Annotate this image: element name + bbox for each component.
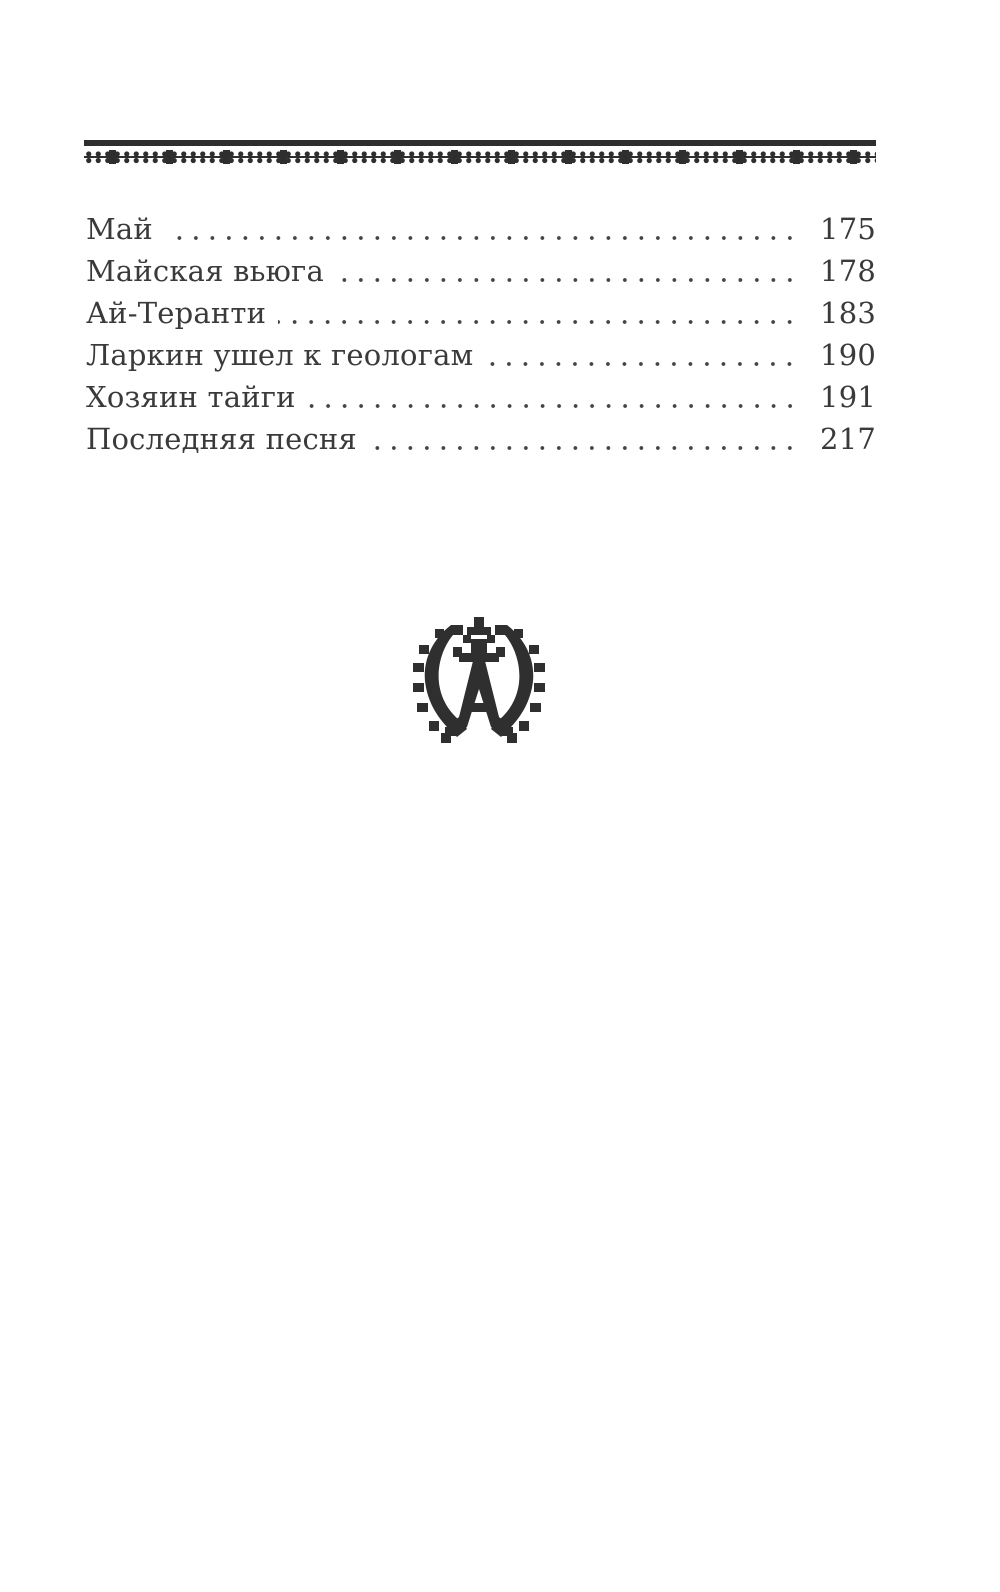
toc-entry-title: Последняя песня [86, 422, 357, 456]
toc-entry[interactable] [86, 334, 876, 376]
dot-leader [278, 317, 798, 327]
toc-entry[interactable] [86, 208, 876, 250]
dot-leader [369, 443, 798, 453]
toc-entry-page: 190 [820, 338, 876, 372]
table-of-contents [86, 208, 876, 460]
ornamental-border-icon [84, 140, 876, 166]
folk-emblem-icon [407, 617, 551, 747]
toc-entry-title: Ларкин ушел к геологам [86, 338, 474, 372]
dot-leader [308, 401, 798, 411]
toc-entry-title: Майская вьюга [86, 254, 324, 288]
toc-entry[interactable] [86, 292, 876, 334]
dot-leader [336, 275, 798, 285]
toc-entry-title: Май [86, 212, 153, 246]
toc-entry-page: 191 [820, 380, 876, 414]
toc-entry[interactable] [86, 418, 876, 460]
toc-entry-page: 175 [820, 212, 876, 246]
toc-entry-page: 217 [820, 422, 876, 456]
toc-entry-page: 178 [820, 254, 876, 288]
toc-entry-page: 183 [820, 296, 876, 330]
toc-entry[interactable] [86, 250, 876, 292]
dot-leader [485, 359, 798, 369]
toc-entry[interactable] [86, 376, 876, 418]
toc-entry-title: Ай-Теранти [86, 296, 267, 330]
dot-leader [165, 233, 798, 243]
toc-entry-title: Хозяин тайги [86, 380, 296, 414]
